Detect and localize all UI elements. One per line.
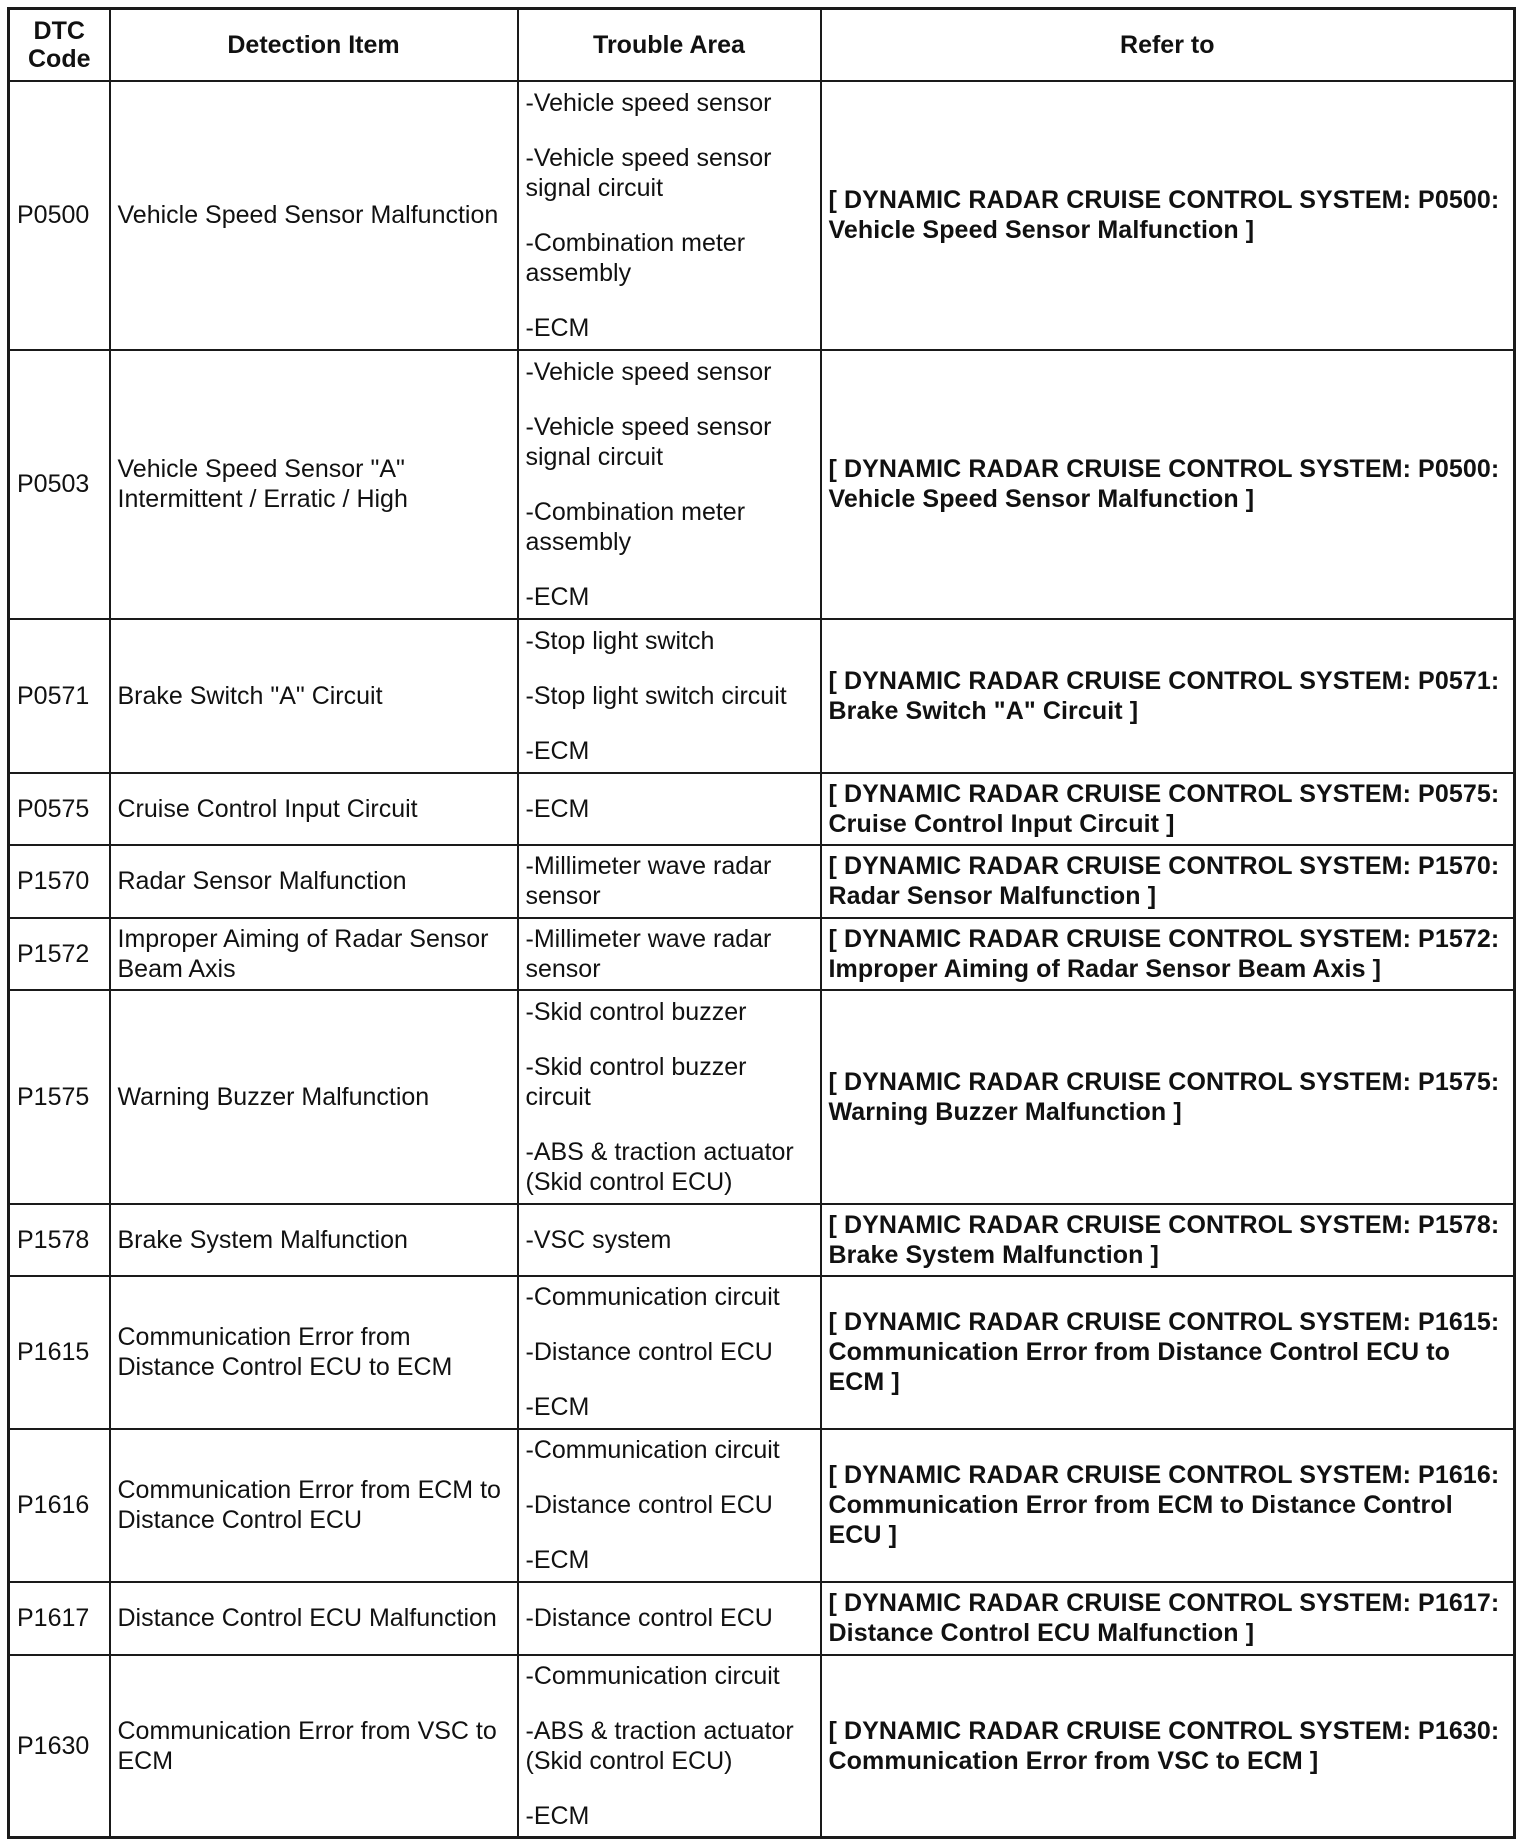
trouble-area-line: -Distance control ECU	[525, 1491, 773, 1519]
dtc-code: P1616	[9, 1429, 110, 1582]
trouble-area	[518, 1582, 821, 1655]
table-row	[9, 1655, 1515, 1838]
table-row	[9, 81, 1515, 350]
refer-link[interactable]: [ DYNAMIC RADAR CRUISE CONTROL SYSTEM: P1575: Warning Buzzer Malfunction ]	[821, 990, 1515, 1204]
trouble-area-line: -Vehicle speed sensor signal circuit	[525, 412, 772, 471]
trouble-area	[518, 619, 821, 773]
trouble-area-line: -Millimeter wave radar sensor	[525, 852, 772, 910]
refer-link[interactable]: [ DYNAMIC RADAR CRUISE CONTROL SYSTEM: P1616: Communication Error from ECM to Distance Control ECU ]	[821, 1429, 1515, 1582]
table-row	[9, 918, 1515, 990]
trouble-area-line: -ECM	[525, 313, 590, 342]
refer-link[interactable]: [ DYNAMIC RADAR CRUISE CONTROL SYSTEM: P1570: Radar Sensor Malfunction ]	[821, 845, 1515, 918]
trouble-area-line: -ECM	[525, 1546, 590, 1574]
dtc-table	[7, 7, 1516, 1839]
trouble-area-line: -Skid control buzzer	[525, 997, 747, 1026]
trouble-area-line: -Millimeter wave radar sensor	[525, 924, 772, 983]
refer-link[interactable]: [ DYNAMIC RADAR CRUISE CONTROL SYSTEM: P1630: Communication Error from VSC to ECM ]	[821, 1655, 1515, 1838]
trouble-area-line: -Distance control ECU	[525, 1338, 773, 1366]
table-row	[9, 990, 1515, 1204]
header-detection-item: Detection Item	[110, 9, 518, 81]
trouble-area-line: -Communication circuit	[525, 1661, 780, 1690]
detection-item: Vehicle Speed Sensor Malfunction	[110, 81, 518, 350]
detection-item: Brake System Malfunction	[110, 1204, 518, 1276]
detection-item: Cruise Control Input Circuit	[110, 773, 518, 845]
header-row	[9, 9, 1515, 81]
refer-link[interactable]: [ DYNAMIC RADAR CRUISE CONTROL SYSTEM: P0575: Cruise Control Input Circuit ]	[821, 773, 1515, 845]
trouble-area-line: -Combination meter assembly	[525, 497, 746, 556]
table-row	[9, 845, 1515, 918]
refer-link[interactable]: [ DYNAMIC RADAR CRUISE CONTROL SYSTEM: P1615: Communication Error from Distance Control ECU to ECM ]	[821, 1276, 1515, 1429]
detection-item: Brake Switch "A" Circuit	[110, 619, 518, 773]
dtc-code: P1572	[9, 918, 110, 990]
dtc-code: P0500	[9, 81, 110, 350]
trouble-area-line: -Stop light switch	[525, 626, 715, 655]
refer-link[interactable]: [ DYNAMIC RADAR CRUISE CONTROL SYSTEM: P1578: Brake System Malfunction ]	[821, 1204, 1515, 1276]
trouble-area-line: -Vehicle speed sensor	[525, 88, 772, 117]
detection-item: Vehicle Speed Sensor "A" Intermittent / Erratic / High	[110, 350, 518, 619]
dtc-code: P1630	[9, 1655, 110, 1838]
table-row	[9, 1582, 1515, 1655]
trouble-area-line: -Communication circuit	[525, 1283, 780, 1311]
trouble-area	[518, 1276, 821, 1429]
header-dtc-code: DTC Code	[9, 9, 110, 81]
trouble-area-line: -ECM	[525, 1393, 590, 1421]
table-row	[9, 619, 1515, 773]
detection-item: Distance Control ECU Malfunction	[110, 1582, 518, 1655]
dtc-code: P0575	[9, 773, 110, 845]
refer-link[interactable]: [ DYNAMIC RADAR CRUISE CONTROL SYSTEM: P1572: Improper Aiming of Radar Sensor Beam Axis ]	[821, 918, 1515, 990]
header-trouble-area: Trouble Area	[518, 9, 821, 81]
trouble-area	[518, 1204, 821, 1276]
detection-item: Warning Buzzer Malfunction	[110, 990, 518, 1204]
dtc-code: P0503	[9, 350, 110, 619]
table-row	[9, 1276, 1515, 1429]
trouble-area-line: -Vehicle speed sensor signal circuit	[525, 143, 772, 202]
table-row	[9, 1204, 1515, 1276]
trouble-area	[518, 990, 821, 1204]
table-row	[9, 1429, 1515, 1582]
trouble-area-line: -ECM	[525, 736, 590, 765]
trouble-area-line: -VSC system	[525, 1225, 672, 1254]
trouble-area	[518, 845, 821, 918]
refer-link[interactable]: [ DYNAMIC RADAR CRUISE CONTROL SYSTEM: P0500: Vehicle Speed Sensor Malfunction ]	[821, 350, 1515, 619]
dtc-code: P1615	[9, 1276, 110, 1429]
trouble-area	[518, 81, 821, 350]
trouble-area-line: -ABS & traction actuator (Skid control ECU)	[525, 1137, 794, 1196]
detection-item: Communication Error from Distance Control ECU to ECM	[110, 1276, 518, 1429]
dtc-code: P1578	[9, 1204, 110, 1276]
detection-item: Communication Error from ECM to Distance Control ECU	[110, 1429, 518, 1582]
trouble-area-line: -Stop light switch circuit	[525, 681, 787, 710]
dtc-code: P1575	[9, 990, 110, 1204]
dtc-code: P1617	[9, 1582, 110, 1655]
refer-link[interactable]: [ DYNAMIC RADAR CRUISE CONTROL SYSTEM: P1617: Distance Control ECU Malfunction ]	[821, 1582, 1515, 1655]
trouble-area-line: -Communication circuit	[525, 1436, 780, 1464]
trouble-area	[518, 350, 821, 619]
trouble-area-line: -Skid control buzzer circuit	[525, 1052, 747, 1111]
trouble-area	[518, 773, 821, 845]
trouble-area-line: -ECM	[525, 1801, 590, 1830]
trouble-area	[518, 1655, 821, 1838]
refer-link[interactable]: [ DYNAMIC RADAR CRUISE CONTROL SYSTEM: P0500: Vehicle Speed Sensor Malfunction ]	[821, 81, 1515, 350]
trouble-area-line: -ECM	[525, 794, 590, 823]
trouble-area-line: -Distance control ECU	[525, 1604, 773, 1632]
trouble-area-line: -ECM	[525, 582, 590, 611]
header-refer-to: Refer to	[821, 9, 1515, 81]
detection-item: Communication Error from VSC to ECM	[110, 1655, 518, 1838]
trouble-area-line: -ABS & traction actuator (Skid control ECU)	[525, 1716, 794, 1775]
trouble-area-line: -Combination meter assembly	[525, 228, 746, 287]
table-row	[9, 350, 1515, 619]
trouble-area	[518, 918, 821, 990]
trouble-area-line: -Vehicle speed sensor	[525, 357, 772, 386]
detection-item: Radar Sensor Malfunction	[110, 845, 518, 918]
detection-item: Improper Aiming of Radar Sensor Beam Axis	[110, 918, 518, 990]
trouble-area	[518, 1429, 821, 1582]
table-row	[9, 773, 1515, 845]
refer-link[interactable]: [ DYNAMIC RADAR CRUISE CONTROL SYSTEM: P0571: Brake Switch "A" Circuit ]	[821, 619, 1515, 773]
dtc-code: P0571	[9, 619, 110, 773]
dtc-code: P1570	[9, 845, 110, 918]
